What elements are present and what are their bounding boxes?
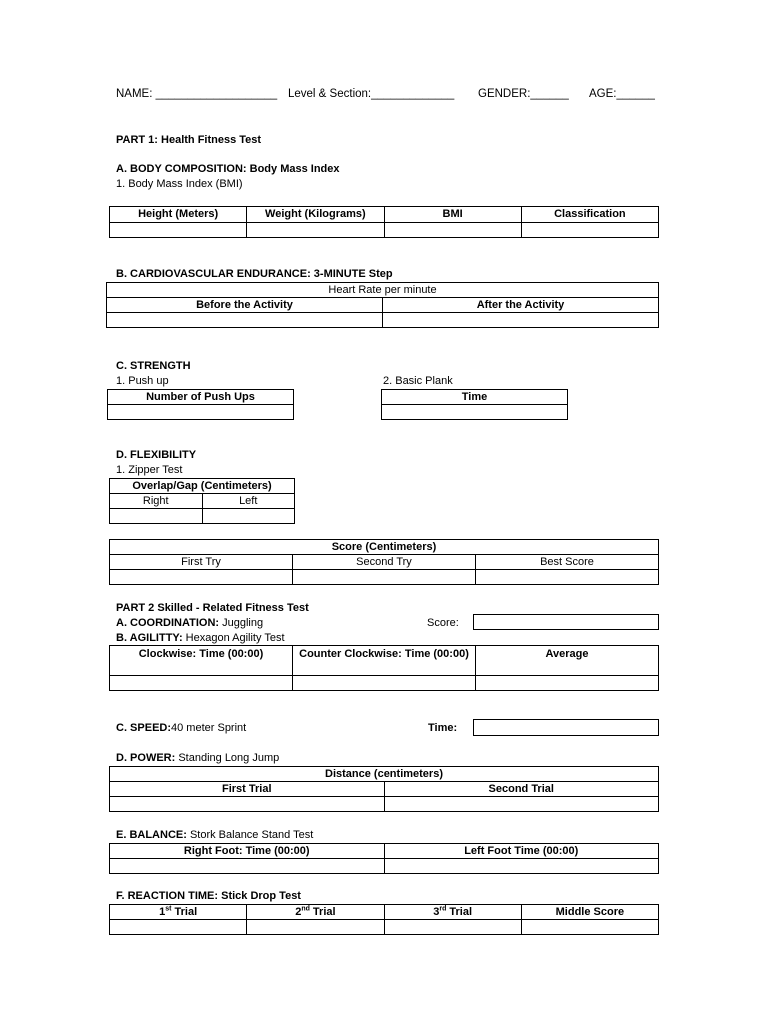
speed-time-label: Time: xyxy=(428,722,458,734)
coordination-score-label: Score: xyxy=(427,617,459,629)
bmi-subheading: 1. Body Mass Index (BMI) xyxy=(116,178,243,190)
balance-text: Stork Balance Stand Test xyxy=(186,829,314,841)
col-height: Height (Meters) xyxy=(110,207,247,223)
col-second-trial: Second Trial xyxy=(384,782,659,797)
input-first-try[interactable] xyxy=(110,570,293,585)
col-counter-clockwise: Counter Clockwise: Time (00:00) xyxy=(293,646,476,676)
input-second-trial[interactable] xyxy=(384,797,659,812)
col-clockwise: Clockwise: Time (00:00) xyxy=(110,646,293,676)
input-counter-clockwise[interactable] xyxy=(293,676,476,691)
col-2nd-trial: 2nd Trial xyxy=(247,905,384,920)
flexibility-heading: D. FLEXIBILITY xyxy=(116,449,197,461)
coordination-text: Juggling xyxy=(219,617,264,629)
input-clockwise[interactable] xyxy=(110,676,293,691)
agility-line xyxy=(116,631,285,645)
score-cm-group: Score (Centimeters) xyxy=(110,540,659,555)
reaction-heading: F. REACTION TIME: Stick Drop Test xyxy=(116,890,301,902)
input-plank-time[interactable] xyxy=(382,405,568,420)
col-1st-trial: 1st Trial xyxy=(110,905,247,920)
plank-table xyxy=(381,389,568,420)
flex-score-table xyxy=(109,539,659,585)
bmi-table xyxy=(109,206,659,238)
part1-title: PART 1: Health Fitness Test xyxy=(116,134,262,146)
name-field[interactable] xyxy=(116,88,277,100)
col-3rd-trial: 3rd Trial xyxy=(384,905,521,920)
pushup-label: 1. Push up xyxy=(116,375,169,387)
cardio-table xyxy=(106,282,659,328)
input-right-foot[interactable] xyxy=(110,859,385,874)
cardio-heading: B. CARDIOVASCULAR ENDURANCE: 3-MINUTE Step xyxy=(116,268,393,280)
input-right[interactable] xyxy=(110,509,203,524)
input-2nd-trial[interactable] xyxy=(247,920,384,935)
col-best-score: Best Score xyxy=(476,555,659,570)
age-field[interactable] xyxy=(589,88,655,100)
agility-text: Hexagon Agility Test xyxy=(182,632,285,644)
input-1st-trial[interactable] xyxy=(110,920,247,935)
zipper-test-label: 1. Zipper Test xyxy=(116,464,183,476)
col-first-trial: First Trial xyxy=(110,782,385,797)
input-left[interactable] xyxy=(202,509,295,524)
name-label: NAME: xyxy=(116,88,153,100)
col-before-activity: Before the Activity xyxy=(107,298,383,313)
power-line xyxy=(116,751,279,765)
pushup-table xyxy=(107,389,294,420)
coordination-label: A. COORDINATION: xyxy=(116,617,220,629)
col-average: Average xyxy=(476,646,659,676)
col-classification: Classification xyxy=(521,207,658,223)
zipper-table xyxy=(109,478,295,524)
input-after-activity[interactable] xyxy=(383,313,659,328)
input-left-foot[interactable] xyxy=(384,859,659,874)
input-best-score[interactable] xyxy=(476,570,659,585)
input-pushups[interactable] xyxy=(108,405,294,420)
col-right: Right xyxy=(110,494,203,509)
input-height[interactable] xyxy=(110,223,247,238)
gender-label: GENDER: xyxy=(478,88,531,100)
level-section-field[interactable] xyxy=(288,88,454,100)
heart-rate-group: Heart Rate per minute xyxy=(107,283,659,298)
input-classification[interactable] xyxy=(521,223,658,238)
age-blank[interactable]: ______ xyxy=(616,88,655,100)
balance-line xyxy=(116,828,313,842)
col-first-try: First Try xyxy=(110,555,293,570)
age-label: AGE: xyxy=(589,88,617,100)
input-average[interactable] xyxy=(476,676,659,691)
level-section-label: Level & Section: xyxy=(288,88,372,100)
overlap-gap-group: Overlap/Gap (Centimeters) xyxy=(110,479,295,494)
col-bmi: BMI xyxy=(384,207,521,223)
level-section-blank[interactable]: _____________ xyxy=(371,88,455,100)
plank-label: 2. Basic Plank xyxy=(383,375,453,387)
speed-text: 40 meter Sprint xyxy=(171,722,247,734)
speed-label: C. SPEED: xyxy=(116,722,172,734)
col-right-foot: Right Foot: Time (00:00) xyxy=(110,844,385,859)
col-left: Left xyxy=(202,494,295,509)
balance-label: E. BALANCE: xyxy=(116,829,187,841)
col-weight: Weight (Kilograms) xyxy=(247,207,384,223)
power-table xyxy=(109,766,659,812)
speed-line xyxy=(116,721,246,735)
gender-field[interactable] xyxy=(478,88,569,100)
coordination-line xyxy=(116,616,263,630)
input-3rd-trial[interactable] xyxy=(384,920,521,935)
input-second-try[interactable] xyxy=(293,570,476,585)
strength-heading: C. STRENGTH xyxy=(116,360,191,372)
col-middle-score: Middle Score xyxy=(521,905,658,920)
input-first-trial[interactable] xyxy=(110,797,385,812)
col-second-try: Second Try xyxy=(293,555,476,570)
speed-time-box[interactable] xyxy=(473,719,659,736)
coordination-score-box[interactable] xyxy=(473,614,659,630)
input-bmi[interactable] xyxy=(384,223,521,238)
balance-table xyxy=(109,843,659,874)
part2-title: PART 2 Skilled - Related Fitness Test xyxy=(116,602,309,614)
reaction-table xyxy=(109,904,659,935)
col-pushups: Number of Push Ups xyxy=(108,390,294,405)
input-before-activity[interactable] xyxy=(107,313,383,328)
agility-label: B. AGILITTY: xyxy=(116,632,183,644)
gender-blank[interactable]: ______ xyxy=(530,88,569,100)
power-text: Standing Long Jump xyxy=(175,752,280,764)
distance-group: Distance (centimeters) xyxy=(110,767,659,782)
input-weight[interactable] xyxy=(247,223,384,238)
col-after-activity: After the Activity xyxy=(383,298,659,313)
col-left-foot: Left Foot Time (00:00) xyxy=(384,844,659,859)
body-composition-heading: A. BODY COMPOSITION: Body Mass Index xyxy=(116,163,340,175)
input-middle-score[interactable] xyxy=(521,920,658,935)
col-plank-time: Time xyxy=(382,390,568,405)
power-label: D. POWER: xyxy=(116,752,176,764)
agility-table xyxy=(109,645,659,691)
name-blank[interactable]: ___________________ xyxy=(155,88,278,100)
